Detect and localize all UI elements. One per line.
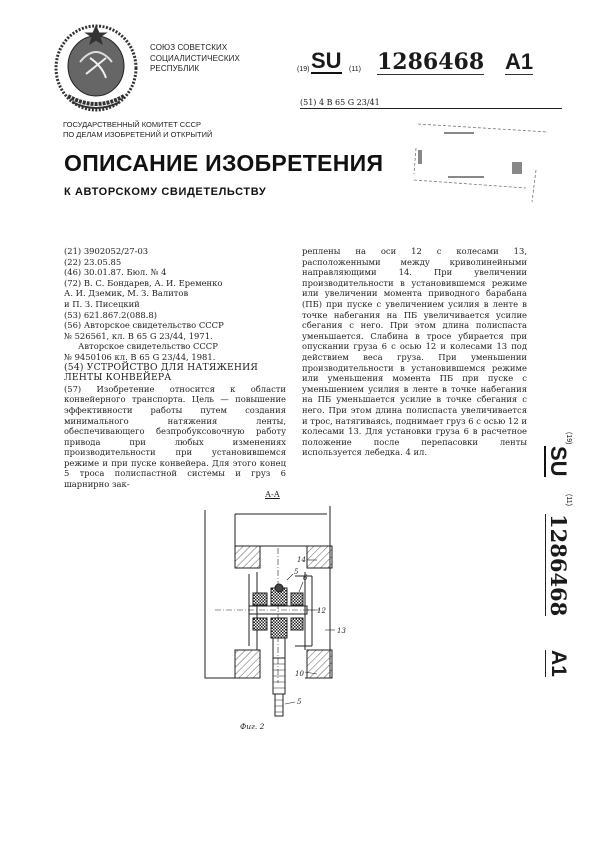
technical-drawing: [195, 488, 370, 738]
section-label: А-А: [265, 490, 280, 499]
document-title: ОПИСАНИЕ ИЗОБРЕТЕНИЯ: [64, 150, 384, 176]
kind-code: A1: [505, 49, 534, 74]
abstract-right: реплены на оси 12 с колесами 13, расположенными между криволинейными направляющими 14. При увеличении производительности в установившемся режиме или увеличении момента приводного барабана (ПБ) при пуске с увеличением усилия в ленте в точке набегания на ПБ увеличивается усилие сбегания с него. При этом длина полиспаста уменьшается. Слабина в тросе убирается при опускании груза 6 с осью 12 и колесами 13 под действием веса груза. При уменьшении производительности в установившемся режиме или уменьшения момента ПБ при пуске с уменьшением усилия в ленте в точке набегания на ПБ уменьшается усилие в точке сбегания с него. При этом длина полиспаста увеличивается и трос, натягиваясь, поднимает груз 6 с осью 12 и колесами 13. Для установки груза 6 в расчетное положение после перепасовки ленты используется лебедка. 4 ил.: [302, 246, 527, 458]
invention-title-line1: (54) УСТРОЙСТВО ДЛЯ НАТЯЖЕНИЯ: [64, 361, 258, 373]
inid-code-19: (19): [297, 66, 310, 73]
country-code: SU: [311, 48, 342, 73]
biblio-line: и П. З. Писецкий: [64, 298, 140, 309]
country-name-block: [150, 43, 240, 75]
figure-caption: Фиг. 2: [240, 722, 265, 731]
biblio-line: (46) 30.01.87. Бюл. № 4: [64, 267, 167, 278]
patent-number: 1286468: [377, 49, 485, 75]
callout-14: 14: [297, 556, 306, 564]
kind-code: A1: [547, 650, 570, 677]
callout-12: 12: [317, 607, 326, 615]
inid-code-11: (11): [349, 66, 361, 73]
library-stamp-icon: [408, 118, 558, 204]
inid-code-19: (19): [565, 432, 572, 445]
callout-6: 6: [303, 574, 308, 582]
reference-2-line1: Авторское свидетельство СССР: [78, 341, 218, 352]
biblio-line: (21) 3902052/27-03: [64, 246, 149, 256]
patent-number: 1286468: [546, 514, 571, 617]
reference-2-line2: № 9450106 кл. В 65 G 23/44, 1981.: [64, 351, 216, 362]
callout-5: 5: [294, 568, 299, 576]
committee-line: ГОСУДАРСТВЕННЫЙ КОМИТЕТ СССР: [63, 120, 202, 129]
inid-code-11: (11): [565, 494, 572, 506]
side-publication-number: [536, 432, 576, 692]
biblio-line: № 526561, кл. В 65 G 23/44, 1971.: [64, 330, 213, 341]
callout-5b: 5: [297, 698, 302, 706]
committee-line: ПО ДЕЛАМ ИЗОБРЕТЕНИЙ И ОТКРЫТИЙ: [63, 130, 213, 139]
biblio-line: (72) В. С. Бондарев, А. И. Еременко: [64, 277, 223, 288]
callout-13: 13: [337, 627, 346, 635]
document-subtitle: К АВТОРСКОМУ СВИДЕТЕЛЬСТВУ: [64, 186, 267, 198]
ussr-state-emblem-icon: [50, 22, 142, 114]
callout-10: 10: [295, 670, 304, 678]
left-column: [64, 246, 286, 490]
union-line: СОЮЗ СОВЕТСКИХ: [150, 43, 228, 52]
ipc-classification: (51) 4 B 65 G 23/41: [300, 98, 562, 109]
abstract-left: (57) Изобретение относится к области конвейерного транспорта. Цель — повышение эффективности работы путем создания минимального натяжения ленты, обеспечивающего безпробуксовочную работу привода при любых изменениях производительности при установившемся режиме и при пуске конвейера. Для этого конец 5 троса полиспастной системы и груз 6 шарнирно зак-: [64, 383, 286, 490]
union-line: РЕСПУБЛИК: [150, 64, 200, 73]
biblio-line: (53) 621.867.2(088.8): [64, 309, 157, 320]
biblio-line: А. И. Дземик, М. З. Валитов: [64, 288, 189, 299]
publication-number: [297, 50, 562, 80]
biblio-line: (22) 23.05.85: [64, 256, 122, 267]
biblio-line: (56) Авторское свидетельство СССР: [64, 320, 224, 331]
right-column: [302, 246, 527, 458]
union-line: СОЦИАЛИСТИЧЕСКИХ: [150, 53, 240, 63]
country-code: SU: [546, 446, 571, 477]
invention-title-line2: ЛЕНТЫ КОНВЕЙЕРА: [64, 372, 172, 384]
committee-block: [63, 120, 212, 140]
